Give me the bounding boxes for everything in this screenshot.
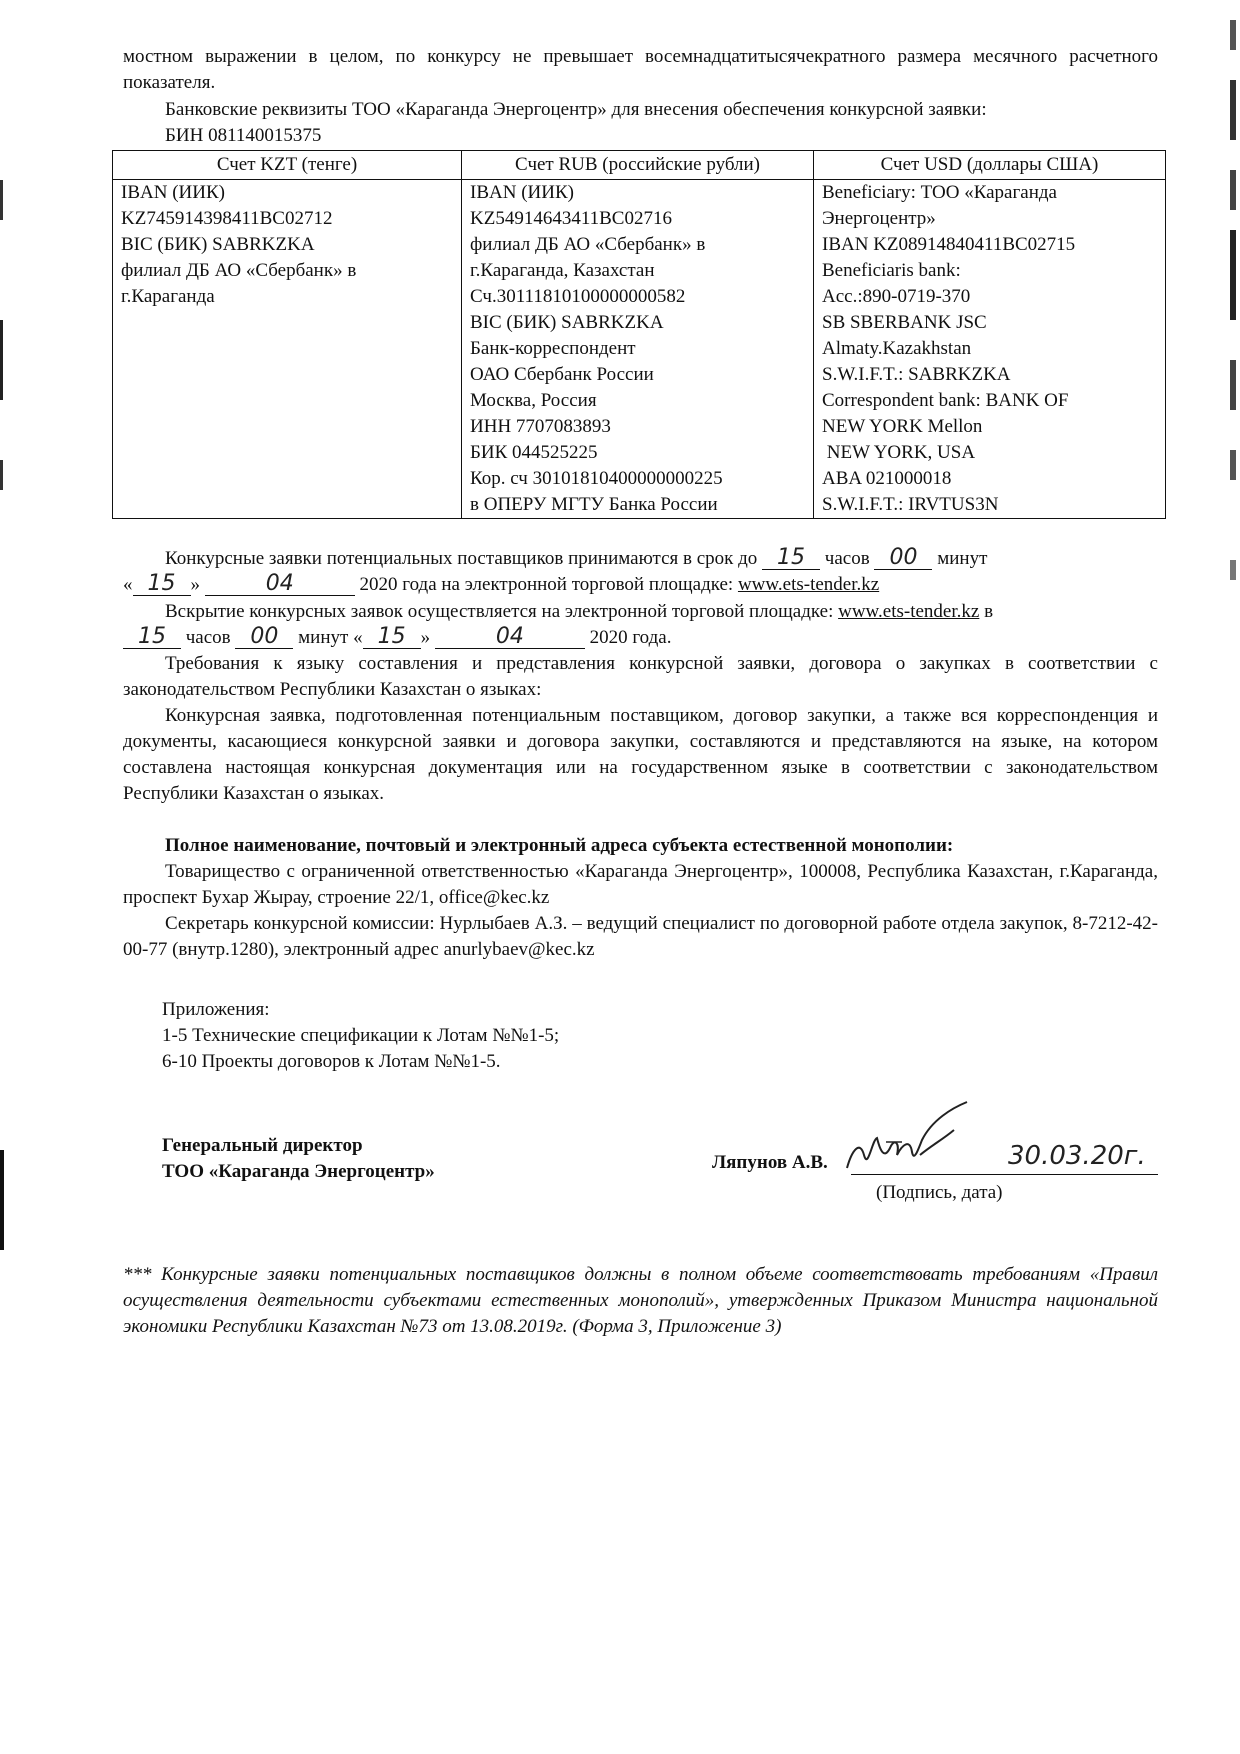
opening-line-1 bbox=[123, 599, 1158, 625]
opening-day-field: 15 bbox=[363, 626, 421, 649]
rub-line: KZ54914643411BC02716 bbox=[470, 208, 672, 229]
usd-line: Энергоцентр» bbox=[822, 208, 936, 229]
kzt-line: филиал ДБ АО «Сбербанк» в bbox=[121, 260, 357, 281]
rub-line: ИНН 7707083893 bbox=[470, 416, 611, 437]
deadline-line-1 bbox=[123, 546, 1158, 572]
bank-details-table bbox=[112, 150, 1166, 519]
table-row bbox=[113, 180, 1166, 519]
handwritten-signature bbox=[842, 1100, 1012, 1180]
rub-line: Москва, Россия bbox=[470, 390, 597, 411]
quote-open: « bbox=[123, 574, 133, 595]
rub-line: Сч.30111810100000000582 bbox=[470, 286, 686, 307]
company-line: ТОО «Караганда Энергоцентр» bbox=[162, 1161, 435, 1182]
usd-line: Correspondent bank: BANK OF bbox=[822, 390, 1069, 411]
usd-line: IBAN KZ08914840411BC02715 bbox=[822, 234, 1076, 255]
deadline-hour-field: 15 bbox=[762, 547, 820, 570]
quote-close: » bbox=[190, 574, 200, 595]
opening-hours-label: часов bbox=[185, 627, 231, 648]
rub-line: IBAN (ИИК) bbox=[470, 182, 574, 203]
opening-hour-field: 15 bbox=[123, 626, 181, 649]
column-header-usd: Счет USD (доллары США) bbox=[814, 151, 1166, 180]
bin-number: БИН 081140015375 bbox=[165, 125, 322, 146]
hours-label: часов bbox=[824, 548, 870, 569]
kzt-line: BIC (БИК) SABRKZKA bbox=[121, 234, 315, 255]
usd-line: Beneficiary: ТОО «Караганда bbox=[822, 182, 1057, 203]
rub-line: филиал ДБ АО «Сбербанк» в bbox=[470, 234, 706, 255]
rub-account-cell bbox=[462, 180, 814, 519]
deadline-day-field: 15 bbox=[133, 573, 191, 596]
kzt-line: IBAN (ИИК) bbox=[121, 182, 225, 203]
signatory-name: Ляпунов А.В. bbox=[712, 1152, 828, 1173]
deadline-line-2 bbox=[123, 572, 1158, 598]
deadline-paragraph bbox=[123, 546, 1158, 598]
usd-account-cell bbox=[814, 180, 1166, 519]
usd-line: SB SBERBANK JSC bbox=[822, 312, 987, 333]
usd-line: NEW YORK, USA bbox=[822, 442, 976, 463]
in-word: в bbox=[984, 601, 994, 622]
usd-line: NEW YORK Mellon bbox=[822, 416, 983, 437]
opening-year-text: 2020 года. bbox=[589, 627, 672, 648]
intro-paragraph: мостном выражении в целом, по конкурсу не превышает восемнадцатитысячекратного размера месячного расчетного показателя. bbox=[123, 46, 1158, 93]
rub-line: БИК 044525225 bbox=[470, 442, 598, 463]
scan-edge-marks bbox=[1228, 0, 1238, 1754]
deadline-text: Конкурсные заявки потенциальных поставщиков принимаются в срок до bbox=[165, 548, 758, 569]
opening-quote-close: » bbox=[420, 627, 431, 648]
table-header-row bbox=[113, 151, 1166, 180]
signature-caption: (Подпись, дата) bbox=[876, 1182, 1003, 1203]
minutes-label: минут bbox=[937, 548, 988, 569]
rub-line: в ОПЕРУ МГТУ Банка России bbox=[470, 494, 718, 515]
column-header-rub: Счет RUB (российские рубли) bbox=[462, 151, 814, 180]
opening-minute-field: 00 bbox=[235, 626, 293, 649]
entity-heading: Полное наименование, почтовый и электронный адреса субъекта естественной монополии: bbox=[165, 835, 954, 856]
rub-line: BIC (БИК) SABRKZKA bbox=[470, 312, 664, 333]
rub-line: Банк-корреспондент bbox=[470, 338, 636, 359]
usd-line: Acc.:890-0719-370 bbox=[822, 286, 971, 307]
signatory-position bbox=[162, 1133, 435, 1185]
deadline-month-field: 04 bbox=[205, 573, 355, 596]
usd-line: Almaty.Kazakhstan bbox=[822, 338, 972, 359]
opening-text: Вскрытие конкурсных заявок осуществляется на электронной торговой площадке: bbox=[165, 601, 834, 622]
language-requirements: Требования к языку составления и представления конкурсной заявки, договора о закупках в соответствии с законодательством Республики Казахстан о языках: bbox=[123, 653, 1158, 700]
appendix-item: 1-5 Технические спецификации к Лотам №№1-5; bbox=[162, 1025, 560, 1046]
usd-line: Beneficiaris bank: bbox=[822, 260, 961, 281]
column-header-kzt: Счет KZT (тенге) bbox=[113, 151, 462, 180]
opening-line-2 bbox=[123, 625, 1158, 651]
rub-line: Кор. сч 30101810400000000225 bbox=[470, 468, 723, 489]
opening-minutes-label: минут « bbox=[298, 627, 363, 648]
kzt-line: г.Караганда bbox=[121, 286, 215, 307]
language-paragraph: Конкурсная заявка, подготовленная потенциальным поставщиком, договор закупки, а также вся корреспонденция и документы, касающиеся конкурсной заявки и договора закупки, составляются и представляются на языке, на котором составлена настоящая конкурсная документация или на государственном языке в соответствии с законодательством Республики Казахстан о языках. bbox=[123, 705, 1158, 804]
usd-line: ABA 021000018 bbox=[822, 468, 952, 489]
rub-line: ОАО Сбербанк России bbox=[470, 364, 654, 385]
signature-date: 30.03.20г. bbox=[1008, 1141, 1146, 1171]
kzt-line: KZ745914398411BC02712 bbox=[121, 208, 333, 229]
usd-line: S.W.I.F.T.: IRVTUS3N bbox=[822, 494, 999, 515]
kzt-account-cell bbox=[113, 180, 462, 519]
scan-left-edge-marks bbox=[0, 0, 8, 1754]
bank-details-intro: Банковские реквизиты ТОО «Караганда Энергоцентр» для внесения обеспечения конкурсной заявки: bbox=[165, 99, 987, 120]
opening-website-link[interactable]: www.ets-tender.kz bbox=[838, 601, 980, 622]
appendix-item: 6-10 Проекты договоров к Лотам №№1-5. bbox=[162, 1051, 501, 1072]
rub-line: г.Караганда, Казахстан bbox=[470, 260, 655, 281]
appendix-title: Приложения: bbox=[162, 999, 270, 1020]
footnote: *** Конкурсные заявки потенциальных поставщиков должны в полном объеме соответствовать требованиям «Правил осуществления деятельности субъектами естественных монополий», утвержденных Приказом Министра национальной экономики Республики Казахстан №73 от 13.08.2019г. (Форма 3, Приложение 3) bbox=[123, 1264, 1158, 1337]
opening-paragraph bbox=[123, 599, 1158, 651]
deadline-website-link[interactable]: www.ets-tender.kz bbox=[737, 574, 880, 595]
position-line: Генеральный директор bbox=[162, 1135, 363, 1156]
deadline-year-text: 2020 года на электронной торговой площадке: bbox=[359, 574, 734, 595]
entity-address: Товарищество с ограниченной ответственностью «Караганда Энергоцентр», 100008, Республика Казахстан, г.Караганда, проспект Бухар Жырау, строение 22/1, office@kec.kz bbox=[123, 861, 1158, 908]
usd-line: S.W.I.F.T.: SABRKZKA bbox=[822, 364, 1011, 385]
opening-month-field: 04 bbox=[435, 626, 585, 649]
deadline-minute-field: 00 bbox=[874, 547, 932, 570]
commission-secretary: Секретарь конкурсной комиссии: Нурлыбаев А.З. – ведущий специалист по договорной работе отдела закупок, 8-7212-42-00-77 (внутр.1280), электронный адрес anurlybaev@kec.kz bbox=[123, 913, 1158, 960]
